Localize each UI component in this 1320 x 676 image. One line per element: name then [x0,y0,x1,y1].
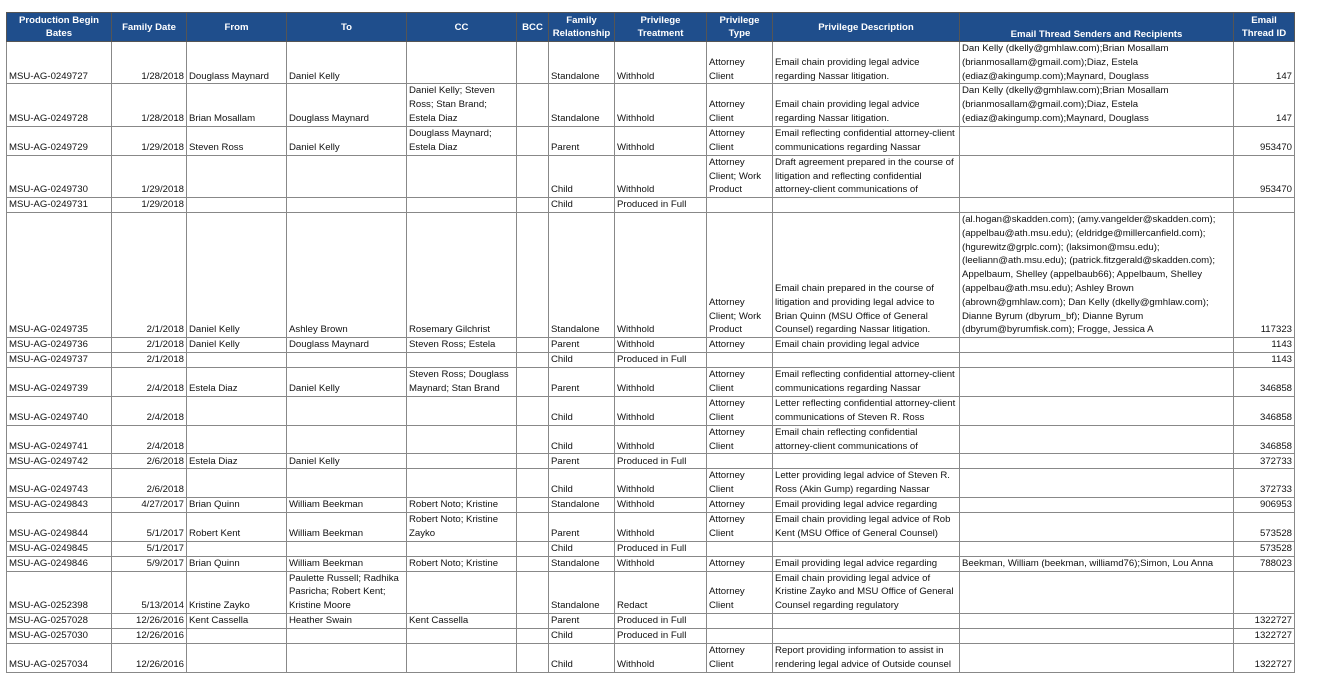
cell-privilege-description: Email providing legal advice regarding [773,556,960,571]
table-row [7,368,1295,397]
cell-privilege-description [773,198,960,213]
cell-privilege-description: Email chain providing legal advice regarding Nassar litigation. [773,84,960,126]
cell-privilege-type [707,541,773,556]
cell-thread-senders [960,454,1234,469]
cell-bates: MSU-AG-0252398 [7,571,112,613]
cell-privilege-description: Email chain providing legal advice regarding Nassar litigation. [773,42,960,84]
cell-to [287,628,407,643]
cell-bates: MSU-AG-0249727 [7,42,112,84]
cell-bcc [517,613,549,628]
cell-cc [407,454,517,469]
cell-cc [407,541,517,556]
cell-from: Brian Mosallam [187,84,287,126]
cell-privilege-type: Attorney [707,497,773,512]
cell-bates: MSU-AG-0249737 [7,353,112,368]
cell-to [287,425,407,454]
cell-family-relationship: Standalone [549,571,615,613]
header-thread-id: Email Thread ID [1234,13,1295,42]
cell-thread-id: 1143 [1234,338,1295,353]
cell-from [187,425,287,454]
table-row [7,643,1295,672]
cell-privilege-treatment: Withhold [615,497,707,512]
cell-cc [407,628,517,643]
cell-from: Daniel Kelly [187,338,287,353]
cell-privilege-type: Attorney Client [707,84,773,126]
cell-privilege-treatment: Withhold [615,42,707,84]
cell-from: Douglass Maynard [187,42,287,84]
cell-bcc [517,571,549,613]
cell-bates: MSU-AG-0249735 [7,212,112,337]
header-privilege-description: Privilege Description [773,13,960,42]
cell-to [287,643,407,672]
cell-from: Estela Diaz [187,454,287,469]
cell-bates: MSU-AG-0249742 [7,454,112,469]
table-row [7,353,1295,368]
cell-thread-senders [960,497,1234,512]
cell-privilege-description: Email chain providing legal advice [773,338,960,353]
cell-cc [407,571,517,613]
cell-thread-id: 1322727 [1234,643,1295,672]
cell-family-date: 5/9/2017 [112,556,187,571]
cell-cc [407,469,517,498]
cell-to: Douglass Maynard [287,338,407,353]
cell-privilege-description: Letter reflecting confidential attorney-client communications of Steven R. Ross [773,396,960,425]
cell-privilege-type: Attorney Client; Work Product [707,212,773,337]
cell-bcc [517,541,549,556]
cell-privilege-description [773,353,960,368]
cell-from [187,155,287,197]
table-row [7,541,1295,556]
cell-privilege-description: Email chain providing legal advice of Rob Kent (MSU Office of General Counsel) [773,512,960,541]
cell-to: Ashley Brown [287,212,407,337]
cell-bates: MSU-AG-0257030 [7,628,112,643]
cell-bcc [517,126,549,155]
cell-privilege-description [773,454,960,469]
cell-privilege-type [707,628,773,643]
cell-thread-id: 1322727 [1234,613,1295,628]
cell-to [287,198,407,213]
header-to: To [287,13,407,42]
cell-cc: Douglass Maynard; Estela Diaz [407,126,517,155]
cell-privilege-treatment: Withhold [615,425,707,454]
cell-thread-id: 372733 [1234,454,1295,469]
cell-to: Heather Swain [287,613,407,628]
cell-cc [407,425,517,454]
cell-family-relationship: Parent [549,126,615,155]
cell-family-relationship: Parent [549,368,615,397]
cell-family-date: 5/1/2017 [112,512,187,541]
cell-privilege-type: Attorney [707,556,773,571]
cell-bates: MSU-AG-0249739 [7,368,112,397]
cell-thread-senders [960,368,1234,397]
cell-privilege-type [707,454,773,469]
cell-from [187,353,287,368]
cell-privilege-treatment: Withhold [615,84,707,126]
cell-thread-id: 953470 [1234,155,1295,197]
cell-thread-id [1234,198,1295,213]
cell-family-relationship: Child [549,643,615,672]
cell-privilege-description [773,541,960,556]
cell-family-relationship: Child [549,396,615,425]
cell-thread-id: 346858 [1234,425,1295,454]
cell-privilege-treatment: Withhold [615,212,707,337]
cell-bcc [517,155,549,197]
cell-to: Daniel Kelly [287,42,407,84]
table-row [7,556,1295,571]
cell-privilege-type [707,198,773,213]
cell-from: Estela Diaz [187,368,287,397]
cell-from: Daniel Kelly [187,212,287,337]
cell-privilege-treatment: Withhold [615,469,707,498]
cell-family-date: 2/4/2018 [112,425,187,454]
cell-cc: Robert Noto; Kristine Zayko [407,512,517,541]
cell-family-date: 2/4/2018 [112,396,187,425]
cell-thread-senders [960,469,1234,498]
cell-privilege-type [707,353,773,368]
cell-thread-id [1234,571,1295,613]
cell-family-date: 1/28/2018 [112,84,187,126]
cell-family-date: 12/26/2016 [112,628,187,643]
cell-privilege-treatment: Withhold [615,556,707,571]
cell-thread-senders: (al.hogan@skadden.com); (amy.vangelder@skadden.com); (appelbau@ath.msu.edu); (eldridge@millercanfield.com); (hgurewitz@grplc.com); (laksimon@msu.edu); (leeliann@ath.msu.edu); (patrick.fitzgerald@skadden.com); Appelbaum, Shelley (appelbaub66); Appelbaum, Shelley (appelbau@ath.msu.edu); Ashley Brown (abrown@gmhlaw.com); Dan Kelly (dkelly@gmhlaw.com); Dianne Byrum (dbyrum_bf); Dianne Byrum (dbyrum@byrumfisk.com); Frogge, Jessica A [960,212,1234,337]
cell-privilege-treatment: Withhold [615,643,707,672]
table-row [7,212,1295,337]
cell-family-relationship: Standalone [549,84,615,126]
cell-cc: Steven Ross; Estela [407,338,517,353]
cell-thread-id: 346858 [1234,396,1295,425]
cell-thread-id: 906953 [1234,497,1295,512]
cell-thread-senders [960,425,1234,454]
header-from: From [187,13,287,42]
cell-cc [407,353,517,368]
cell-thread-senders [960,396,1234,425]
cell-from [187,198,287,213]
cell-to [287,353,407,368]
cell-privilege-description: Email reflecting confidential attorney-client communications regarding Nassar [773,368,960,397]
cell-privilege-description: Report providing information to assist in rendering legal advice of Outside counsel [773,643,960,672]
table-row [7,198,1295,213]
header-thread-senders: Email Thread Senders and Recipients [960,13,1234,42]
cell-to [287,469,407,498]
table-row [7,469,1295,498]
header-bates: Production Begin Bates [7,13,112,42]
cell-family-date: 5/1/2017 [112,541,187,556]
header-privilege-type: Privilege Type [707,13,773,42]
table-row [7,42,1295,84]
cell-privilege-description: Letter providing legal advice of Steven R. Ross (Akin Gump) regarding Nassar [773,469,960,498]
cell-privilege-treatment: Redact [615,571,707,613]
cell-bcc [517,368,549,397]
cell-privilege-treatment: Produced in Full [615,541,707,556]
cell-cc: Robert Noto; Kristine [407,497,517,512]
cell-family-date: 2/6/2018 [112,469,187,498]
cell-thread-id: 346858 [1234,368,1295,397]
cell-thread-senders [960,628,1234,643]
cell-privilege-type: Attorney Client [707,368,773,397]
cell-bcc [517,512,549,541]
cell-privilege-treatment: Withhold [615,368,707,397]
table-row [7,628,1295,643]
cell-bates: MSU-AG-0249740 [7,396,112,425]
cell-privilege-description [773,613,960,628]
cell-privilege-type: Attorney Client [707,643,773,672]
cell-bcc [517,42,549,84]
cell-family-relationship: Standalone [549,212,615,337]
cell-from: Kristine Zayko [187,571,287,613]
cell-privilege-description: Email chain providing legal advice of Kristine Zayko and MSU Office of General Counsel regarding regulatory [773,571,960,613]
cell-privilege-description: Email reflecting confidential attorney-client communications regarding Nassar [773,126,960,155]
cell-family-relationship: Standalone [549,42,615,84]
cell-bates: MSU-AG-0249743 [7,469,112,498]
cell-privilege-type: Attorney Client [707,571,773,613]
cell-family-date: 5/13/2014 [112,571,187,613]
cell-privilege-type: Attorney Client [707,396,773,425]
cell-privilege-type: Attorney Client [707,42,773,84]
cell-from: Steven Ross [187,126,287,155]
cell-to: William Beekman [287,497,407,512]
cell-family-relationship: Child [549,628,615,643]
cell-thread-id: 573528 [1234,541,1295,556]
cell-from [187,396,287,425]
cell-from: Brian Quinn [187,556,287,571]
cell-family-relationship: Child [549,541,615,556]
cell-thread-id: 573528 [1234,512,1295,541]
cell-privilege-type: Attorney Client; Work Product [707,155,773,197]
cell-privilege-description [773,628,960,643]
cell-bcc [517,84,549,126]
cell-thread-senders [960,198,1234,213]
cell-bates: MSU-AG-0249844 [7,512,112,541]
cell-thread-senders: Beekman, William (beekman, williamd76);Simon, Lou Anna [960,556,1234,571]
cell-thread-senders [960,512,1234,541]
cell-family-date: 2/1/2018 [112,353,187,368]
cell-family-relationship: Child [549,425,615,454]
cell-bates: MSU-AG-0249736 [7,338,112,353]
cell-bates: MSU-AG-0257028 [7,613,112,628]
cell-to: Paulette Russell; Radhika Pasricha; Robert Kent; Kristine Moore [287,571,407,613]
cell-privilege-treatment: Produced in Full [615,198,707,213]
cell-from: Brian Quinn [187,497,287,512]
cell-family-date: 1/28/2018 [112,42,187,84]
cell-privilege-treatment: Produced in Full [615,353,707,368]
cell-bates: MSU-AG-0249731 [7,198,112,213]
privilege-log-sheet [6,12,1295,673]
cell-cc: Steven Ross; Douglass Maynard; Stan Brand [407,368,517,397]
cell-bates: MSU-AG-0249729 [7,126,112,155]
cell-bcc [517,212,549,337]
table-row [7,425,1295,454]
table-row [7,571,1295,613]
cell-bcc [517,628,549,643]
cell-privilege-description: Draft agreement prepared in the course of litigation and reflecting confidential attorney-client communications of [773,155,960,197]
cell-privilege-description: Email providing legal advice regarding [773,497,960,512]
cell-bcc [517,338,549,353]
cell-to: Daniel Kelly [287,454,407,469]
cell-cc: Kent Cassella [407,613,517,628]
header-family-date: Family Date [112,13,187,42]
cell-thread-senders [960,541,1234,556]
cell-to: William Beekman [287,512,407,541]
cell-bcc [517,643,549,672]
cell-bcc [517,497,549,512]
cell-to: Daniel Kelly [287,126,407,155]
cell-bates: MSU-AG-0249843 [7,497,112,512]
table-row [7,497,1295,512]
table-row [7,338,1295,353]
table-row [7,512,1295,541]
cell-privilege-treatment: Produced in Full [615,628,707,643]
cell-thread-id: 1322727 [1234,628,1295,643]
cell-to: Douglass Maynard [287,84,407,126]
cell-cc [407,198,517,213]
table-row [7,613,1295,628]
header-cc: CC [407,13,517,42]
cell-family-relationship: Parent [549,338,615,353]
cell-family-date: 2/4/2018 [112,368,187,397]
cell-privilege-type: Attorney Client [707,512,773,541]
table-row [7,84,1295,126]
cell-thread-senders [960,571,1234,613]
cell-thread-id: 788023 [1234,556,1295,571]
cell-bcc [517,556,549,571]
cell-privilege-description: Email chain reflecting confidential attorney-client communications of [773,425,960,454]
cell-cc: Robert Noto; Kristine [407,556,517,571]
cell-bcc [517,198,549,213]
table-row [7,454,1295,469]
cell-thread-id: 147 [1234,84,1295,126]
cell-cc [407,155,517,197]
cell-bates: MSU-AG-0249741 [7,425,112,454]
cell-thread-id: 953470 [1234,126,1295,155]
cell-bcc [517,353,549,368]
cell-from: Robert Kent [187,512,287,541]
cell-privilege-treatment: Produced in Full [615,613,707,628]
header-privilege-treatment: Privilege Treatment [615,13,707,42]
cell-privilege-type: Attorney Client [707,126,773,155]
cell-family-relationship: Standalone [549,556,615,571]
cell-thread-senders [960,613,1234,628]
privilege-log-table [6,12,1295,673]
table-row [7,155,1295,197]
cell-privilege-treatment: Withhold [615,396,707,425]
cell-cc [407,42,517,84]
cell-privilege-type: Attorney [707,338,773,353]
cell-privilege-treatment: Withhold [615,155,707,197]
table-row [7,396,1295,425]
cell-family-relationship: Child [549,469,615,498]
cell-to: Daniel Kelly [287,368,407,397]
cell-family-date: 4/27/2017 [112,497,187,512]
cell-privilege-treatment: Withhold [615,512,707,541]
cell-to [287,396,407,425]
cell-bcc [517,454,549,469]
cell-family-relationship: Parent [549,454,615,469]
cell-from [187,628,287,643]
cell-thread-senders [960,353,1234,368]
cell-cc [407,643,517,672]
cell-privilege-treatment: Withhold [615,126,707,155]
cell-bcc [517,425,549,454]
cell-thread-id: 372733 [1234,469,1295,498]
cell-privilege-description: Email chain prepared in the course of litigation and providing legal advice to Brian Quinn (MSU Office of General Counsel) regarding Nassar litigation. [773,212,960,337]
cell-family-relationship: Parent [549,613,615,628]
cell-cc [407,396,517,425]
cell-to [287,155,407,197]
header-family-relationship: Family Relationship [549,13,615,42]
cell-family-date: 12/26/2016 [112,613,187,628]
cell-privilege-type [707,613,773,628]
cell-to: William Beekman [287,556,407,571]
cell-bates: MSU-AG-0249728 [7,84,112,126]
cell-thread-senders [960,126,1234,155]
cell-thread-id: 117323 [1234,212,1295,337]
header-row [7,13,1295,42]
cell-thread-senders [960,643,1234,672]
cell-family-relationship: Child [549,198,615,213]
cell-cc: Daniel Kelly; Steven Ross; Stan Brand; Estela Diaz [407,84,517,126]
cell-cc: Rosemary Gilchrist [407,212,517,337]
table-row [7,126,1295,155]
cell-family-relationship: Parent [549,512,615,541]
cell-family-relationship: Child [549,155,615,197]
cell-family-date: 1/29/2018 [112,198,187,213]
cell-bates: MSU-AG-0249730 [7,155,112,197]
cell-from [187,469,287,498]
cell-from [187,643,287,672]
cell-thread-senders [960,155,1234,197]
cell-privilege-treatment: Withhold [615,338,707,353]
cell-bates: MSU-AG-0257034 [7,643,112,672]
cell-thread-senders [960,338,1234,353]
cell-family-date: 12/26/2016 [112,643,187,672]
cell-from: Kent Cassella [187,613,287,628]
cell-thread-id: 147 [1234,42,1295,84]
cell-family-date: 1/29/2018 [112,126,187,155]
cell-thread-id: 1143 [1234,353,1295,368]
cell-bcc [517,469,549,498]
cell-privilege-type: Attorney Client [707,425,773,454]
cell-to [287,541,407,556]
cell-bates: MSU-AG-0249845 [7,541,112,556]
cell-thread-senders: Dan Kelly (dkelly@gmhlaw.com);Brian Mosallam (brianmosallam@gmail.com);Diaz, Estela (ediaz@akingump.com);Maynard, Douglass [960,42,1234,84]
cell-family-date: 2/6/2018 [112,454,187,469]
cell-family-date: 2/1/2018 [112,338,187,353]
header-bcc: BCC [517,13,549,42]
cell-from [187,541,287,556]
cell-family-date: 2/1/2018 [112,212,187,337]
cell-bcc [517,396,549,425]
cell-family-relationship: Child [549,353,615,368]
cell-privilege-type: Attorney Client [707,469,773,498]
cell-thread-senders: Dan Kelly (dkelly@gmhlaw.com);Brian Mosallam (brianmosallam@gmail.com);Diaz, Estela (ediaz@akingump.com);Maynard, Douglass [960,84,1234,126]
cell-family-relationship: Standalone [549,497,615,512]
cell-privilege-treatment: Produced in Full [615,454,707,469]
cell-bates: MSU-AG-0249846 [7,556,112,571]
cell-family-date: 1/29/2018 [112,155,187,197]
